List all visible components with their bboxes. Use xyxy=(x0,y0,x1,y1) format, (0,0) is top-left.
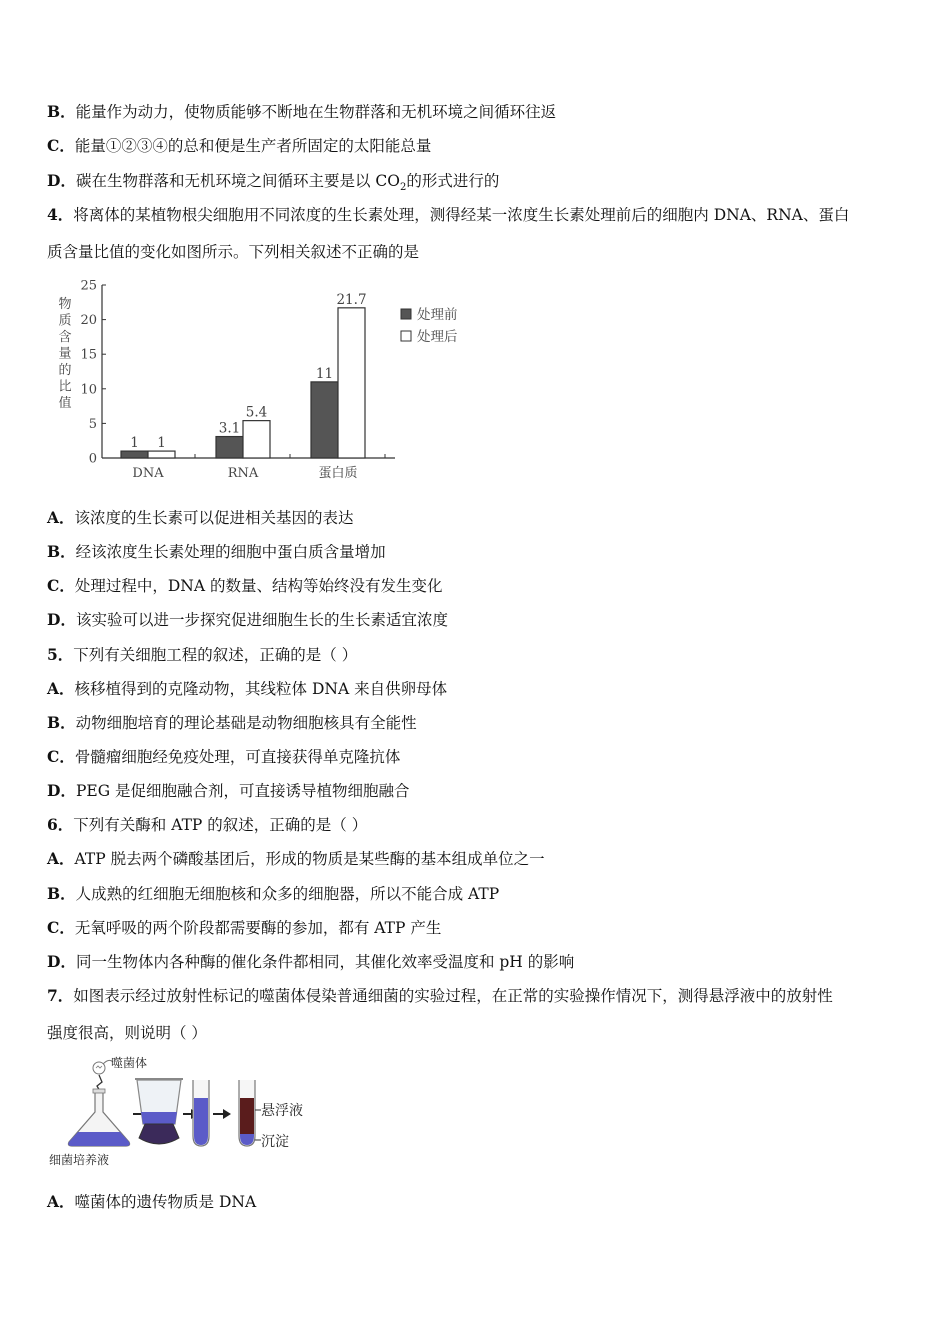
y-axis-label-char: 含 xyxy=(58,330,72,345)
q5-option-a: A．核移植得到的克隆动物，其线粒体 DNA 来自供卵母体 xyxy=(47,679,448,698)
q6-option-d: D．同一生物体内各种酶的催化条件都相同，其催化效率受温度和 pH 的影响 xyxy=(47,952,575,971)
data-label: 21.7 xyxy=(336,291,367,308)
bar-chart xyxy=(50,275,480,490)
q4-option-c: C．处理过程中，DNA 的数量、结构等始终没有发生变化 xyxy=(47,576,443,595)
q6-option-a: A．ATP 脱去两个磷酸基团后，形成的物质是某些酶的基本组成单位之一 xyxy=(47,849,545,868)
y-axis-label xyxy=(58,296,71,411)
arrow-head-icon-3 xyxy=(223,1109,231,1119)
option-b-energy: B．能量作为动力，使物质能够不断地在生物群落和无机环境之间循环往返 xyxy=(47,102,557,121)
pellet-label: 沉淀 xyxy=(261,1134,289,1150)
question-6-stem: 6．下列有关酶和 ATP 的叙述，正确的是（ ） xyxy=(47,815,368,834)
y-axis-label-char: 比 xyxy=(58,379,72,395)
y-tick-label: 15 xyxy=(80,347,97,363)
blender-icon xyxy=(135,1079,183,1144)
q5-option-b: B．动物细胞培育的理论基础是动物细胞核具有全能性 xyxy=(47,713,417,732)
y-tick-label: 5 xyxy=(88,416,97,432)
test-tube-icon xyxy=(193,1080,209,1146)
y-axis-label-char: 值 xyxy=(58,396,72,411)
bar xyxy=(243,421,270,458)
legend-swatch xyxy=(401,309,411,319)
data-label: 5.4 xyxy=(245,404,268,421)
phage-icon xyxy=(93,1060,113,1074)
bar xyxy=(311,382,338,458)
y-axis-label-char: 量 xyxy=(58,346,72,362)
option-d-carbon: D．碳在生物群落和无机环境之间循环主要是以 $CO_2$的形式进行的 xyxy=(47,171,500,194)
question-7-stem: 7．如图表示经过放射性标记的噬菌体侵染普通细菌的实验过程，在正常的实验操作情况下，测得悬浮液中的放射性 xyxy=(47,986,833,1005)
chart-legend xyxy=(401,306,458,345)
y-axis-label-char: 物 xyxy=(58,297,72,312)
data-label: 11 xyxy=(315,365,334,382)
data-label: 1 xyxy=(157,435,166,452)
q5-option-c: C．骨髓瘤细胞经免疫处理，可直接获得单克隆抗体 xyxy=(47,747,401,766)
y-tick-label: 20 xyxy=(80,313,97,329)
q6-option-b: B．人成熟的红细胞无细胞核和众多的细胞器，所以不能合成 ATP xyxy=(47,884,500,903)
question-5-stem: 5．下列有关细胞工程的叙述，正确的是（ ） xyxy=(47,645,358,664)
phage-experiment-diagram xyxy=(45,1052,325,1172)
legend-swatch xyxy=(401,331,411,341)
data-label: 1 xyxy=(130,435,139,452)
legend-label: 处理前 xyxy=(417,307,458,323)
x-tick-label: 蛋白质 xyxy=(318,466,358,481)
centrifuge-tube-icon xyxy=(239,1080,255,1146)
supernatant-label: 悬浮液 xyxy=(261,1103,303,1119)
q4-option-d: D．该实验可以进一步探究促进细胞生长的生长素适宜浓度 xyxy=(47,610,448,629)
flask-label: 细菌培养液 xyxy=(49,1153,110,1167)
q6-option-c: C．无氧呼吸的两个阶段都需要酶的参加，都有 ATP 产生 xyxy=(47,918,442,937)
bar xyxy=(121,451,148,458)
phage-label: 噬菌体 xyxy=(111,1056,148,1070)
y-tick-label: 0 xyxy=(88,451,97,467)
question-4-stem-cont: 质含量比值的变化如图所示。下列相关叙述不正确的是 xyxy=(47,243,420,261)
question-7-stem-cont: 强度很高，则说明（ ） xyxy=(47,1024,207,1042)
data-label: 3.1 xyxy=(218,420,241,437)
q5-option-d: D．PEG 是促细胞融合剂，可直接诱导植物细胞融合 xyxy=(47,781,410,800)
x-tick-label: RNA xyxy=(227,466,259,481)
flask-icon xyxy=(68,1089,129,1146)
y-tick-label: 25 xyxy=(80,278,97,294)
question-4-stem: 4．将离体的某植物根尖细胞用不同浓度的生长素处理，测得经某一浓度生长素处理前后的细胞内 DNA、RNA、蛋白 xyxy=(47,205,850,224)
q4-option-a: A．该浓度的生长素可以促进相关基因的表达 xyxy=(47,508,354,527)
bar xyxy=(216,437,243,458)
chart-bars xyxy=(121,292,385,481)
y-tick-label: 10 xyxy=(80,382,97,398)
x-tick-label: DNA xyxy=(132,466,164,481)
legend-label: 处理后 xyxy=(417,329,458,345)
bar xyxy=(338,308,365,458)
q4-option-b: B．经该浓度生长素处理的细胞中蛋白质含量增加 xyxy=(47,542,386,561)
y-axis-label-char: 的 xyxy=(58,363,72,378)
y-axis-label-char: 质 xyxy=(58,313,72,329)
q7-option-a: A．噬菌体的遗传物质是 DNA xyxy=(47,1192,257,1211)
bar xyxy=(148,451,175,458)
option-c-energy: C．能量①②③④的总和便是生产者所固定的太阳能总量 xyxy=(47,136,432,155)
